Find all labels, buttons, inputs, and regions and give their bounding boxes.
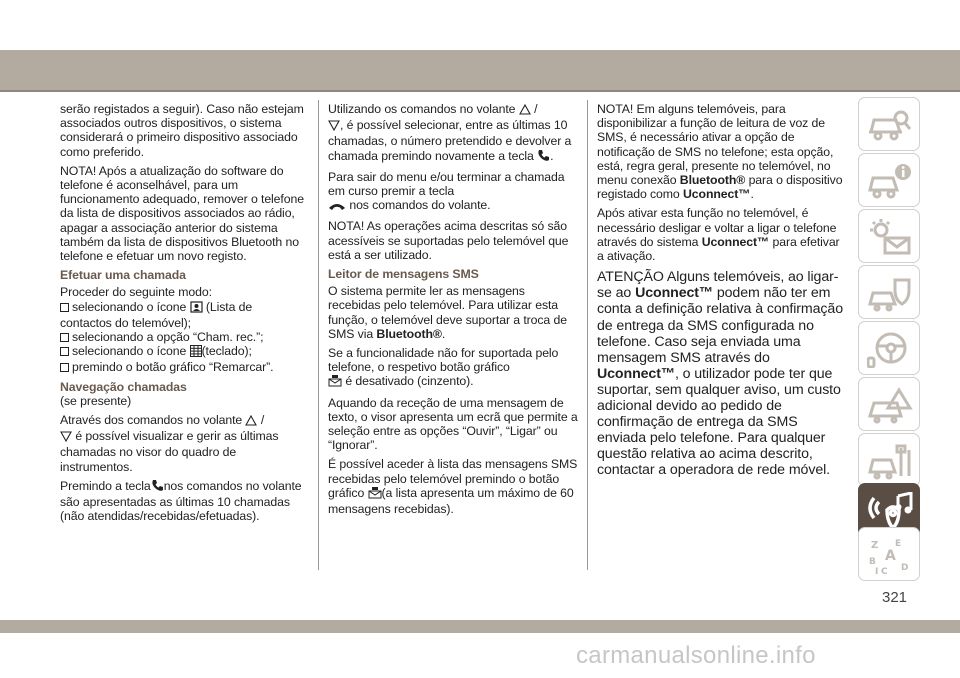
checkbox-bullet-icon bbox=[60, 333, 69, 342]
column-divider bbox=[587, 100, 588, 570]
paragraph: Proceder do seguinte modo: bbox=[60, 285, 212, 300]
note-paragraph: NOTA! Após a atualização do software do telefone é aconselhável, para um funcionamento adequado, remover o telefone da lista de dispositivos associados ao rádio, apagar a associação anterior do sistema também da lista de dispositivos Bluetooth no telefone e efetuar um novo registo. bbox=[60, 163, 304, 264]
list-item: premindo o botão gráfico “Remarcar”. bbox=[60, 360, 306, 374]
section-heading: Leitor de mensagens SMS bbox=[328, 267, 479, 282]
paragraph: Para sair do menu e/ou terminar a chamada em curso premir a tecla nos comandos do volante. bbox=[328, 170, 578, 215]
list-item: selecionando o ícone (Lista de contactos do telemóvel); bbox=[60, 299, 253, 330]
header-rule bbox=[0, 90, 960, 92]
chapter-tab-emergency[interactable] bbox=[858, 377, 920, 431]
multimedia-icon bbox=[867, 492, 913, 530]
checkbox-bullet-icon bbox=[60, 347, 69, 356]
page-number: 321 bbox=[882, 589, 908, 606]
checkbox-bullet-icon bbox=[60, 363, 69, 372]
column-divider bbox=[318, 100, 319, 570]
down-arrow-icon bbox=[60, 431, 72, 445]
warning-lights-icon bbox=[867, 218, 913, 256]
column-1 bbox=[60, 102, 306, 528]
checkbox-bullet-icon bbox=[60, 303, 69, 312]
paragraph: Através dos comandos no volante / é possível visualizar e gerir as últimas chamadas no visor do quadro de instrumentos. bbox=[60, 413, 279, 474]
chapter-tab-maintenance[interactable] bbox=[858, 433, 920, 487]
chapter-tab-car-search[interactable] bbox=[858, 97, 920, 151]
paragraph: Utilizando os comandos no volante / , é possível selecionar, entre as últimas 10 chamadas, o número pretendido e devolver a chamada premindo novamente a tecla . bbox=[328, 102, 578, 165]
keypad-icon bbox=[190, 345, 202, 360]
up-arrow-icon bbox=[245, 415, 257, 429]
car-search-icon bbox=[867, 106, 913, 144]
top-margin bbox=[0, 0, 960, 50]
svg-text:B: B bbox=[869, 557, 876, 567]
car-safety-icon bbox=[867, 274, 913, 312]
heading-note: (se presente) bbox=[60, 393, 132, 408]
section-heading: Efetuar uma chamada bbox=[60, 268, 186, 283]
svg-text:D: D bbox=[901, 563, 909, 573]
paragraph: O sistema permite ler as mensagens recebidas pelo telemóvel. Para utilizar esta função, o telemóvel deve suportar a troca de SMS via Bluetooth®. bbox=[328, 284, 567, 341]
chapter-tab-safety[interactable] bbox=[858, 265, 920, 319]
svg-text:Z: Z bbox=[871, 540, 879, 551]
car-warning-icon bbox=[867, 386, 913, 424]
footer-band bbox=[0, 620, 960, 633]
list-item: selecionando a opção “Cham. rec.”; bbox=[60, 330, 306, 344]
down-arrow-icon bbox=[328, 120, 340, 134]
note-paragraph: NOTA! As operações acima descritas só são acessíveis se suportadas pelo telemóvel que está a ser utilizado. bbox=[328, 219, 569, 262]
chapter-tab-driving[interactable] bbox=[858, 321, 920, 375]
paragraph: Após ativar esta função no telemóvel, é necessário desligar e voltar a ligar o telefone através do sistema Uconnect™ para efetivar a ativação. bbox=[597, 206, 840, 264]
chapter-tab-car-info[interactable] bbox=[858, 153, 920, 207]
watermark: carmanualsonline.info bbox=[576, 642, 816, 669]
column-3 bbox=[597, 102, 847, 483]
header-band bbox=[0, 50, 960, 90]
svg-text:I: I bbox=[875, 567, 879, 574]
svg-text:E: E bbox=[895, 539, 902, 549]
svg-text:C: C bbox=[881, 567, 888, 574]
phone-icon bbox=[537, 149, 550, 165]
paragraph: Se a funcionalidade não for suportada pelo telefone, o respetivo botão gráfico é desativado (cinzento). bbox=[328, 346, 578, 391]
car-info-icon bbox=[867, 162, 913, 200]
warning-paragraph: ATENÇÃO Alguns telemóveis, ao ligar-se ao Uconnect™ podem não ter em conta a definição relativa à confirmação de entrega da SMS configurada no telefone. Caso seja enviada uma mensagem SMS através do Uconnect™, o utilizador pode ter que suportar, sem qualquer aviso, um custo adicional devido ao pedido de confirmação de entrega da SMS enviada pelo telefone. Para qualquer questão relativa ao acima descrito, contactar a operadora de rede móvel. bbox=[597, 269, 843, 479]
section-heading: Navegação chamadas bbox=[60, 379, 187, 394]
car-tools-icon bbox=[867, 442, 913, 480]
note-paragraph: NOTA! Em alguns telemóveis, para disponibilizar a função de leitura de voz de SMS, é necessário ativar a opção de notificação de SMS no telefone; esta opção, está, regra geral, presente no telemóvel, no menu conexão Bluetooth® para o dispositivo registado como Uconnect™. bbox=[597, 102, 843, 202]
phone-icon bbox=[151, 479, 164, 495]
column-2 bbox=[328, 102, 578, 521]
steering-wheel-icon bbox=[867, 330, 913, 368]
paragraph: Aquando da receção de uma mensagem de texto, o visor apresenta um ecrã que permite a seleção entre as opções “Ouvir”, “Ligar” ou “Ignorar”. bbox=[328, 395, 578, 453]
paragraph: Premindo a tecla nos comandos no volante são apresentadas as últimas 10 chamadas (não atendidas/recebidas/efetuadas). bbox=[60, 478, 302, 524]
up-arrow-icon bbox=[519, 104, 531, 118]
hang-up-icon bbox=[328, 200, 346, 214]
sms-list-icon bbox=[368, 487, 382, 502]
paragraph: serão registados a seguir). Caso não estejam associados outros dispositivos, o sistema considerará o primeiro dispositivo associado como preferido. bbox=[60, 102, 304, 159]
chapter-tab-warning-lights[interactable] bbox=[858, 209, 920, 263]
chapter-tab-index[interactable] bbox=[858, 527, 920, 581]
svg-text:A: A bbox=[885, 548, 896, 564]
contacts-icon bbox=[190, 301, 203, 316]
sms-icon bbox=[328, 375, 342, 390]
index-icon bbox=[867, 536, 913, 574]
paragraph: É possível aceder à lista das mensagens SMS recebidas pelo telemóvel premindo o botão gráfico (a lista apresenta um máximo de 60 mensagens recebidas). bbox=[328, 457, 578, 517]
list-item: selecionando o ícone (teclado); bbox=[60, 344, 306, 360]
